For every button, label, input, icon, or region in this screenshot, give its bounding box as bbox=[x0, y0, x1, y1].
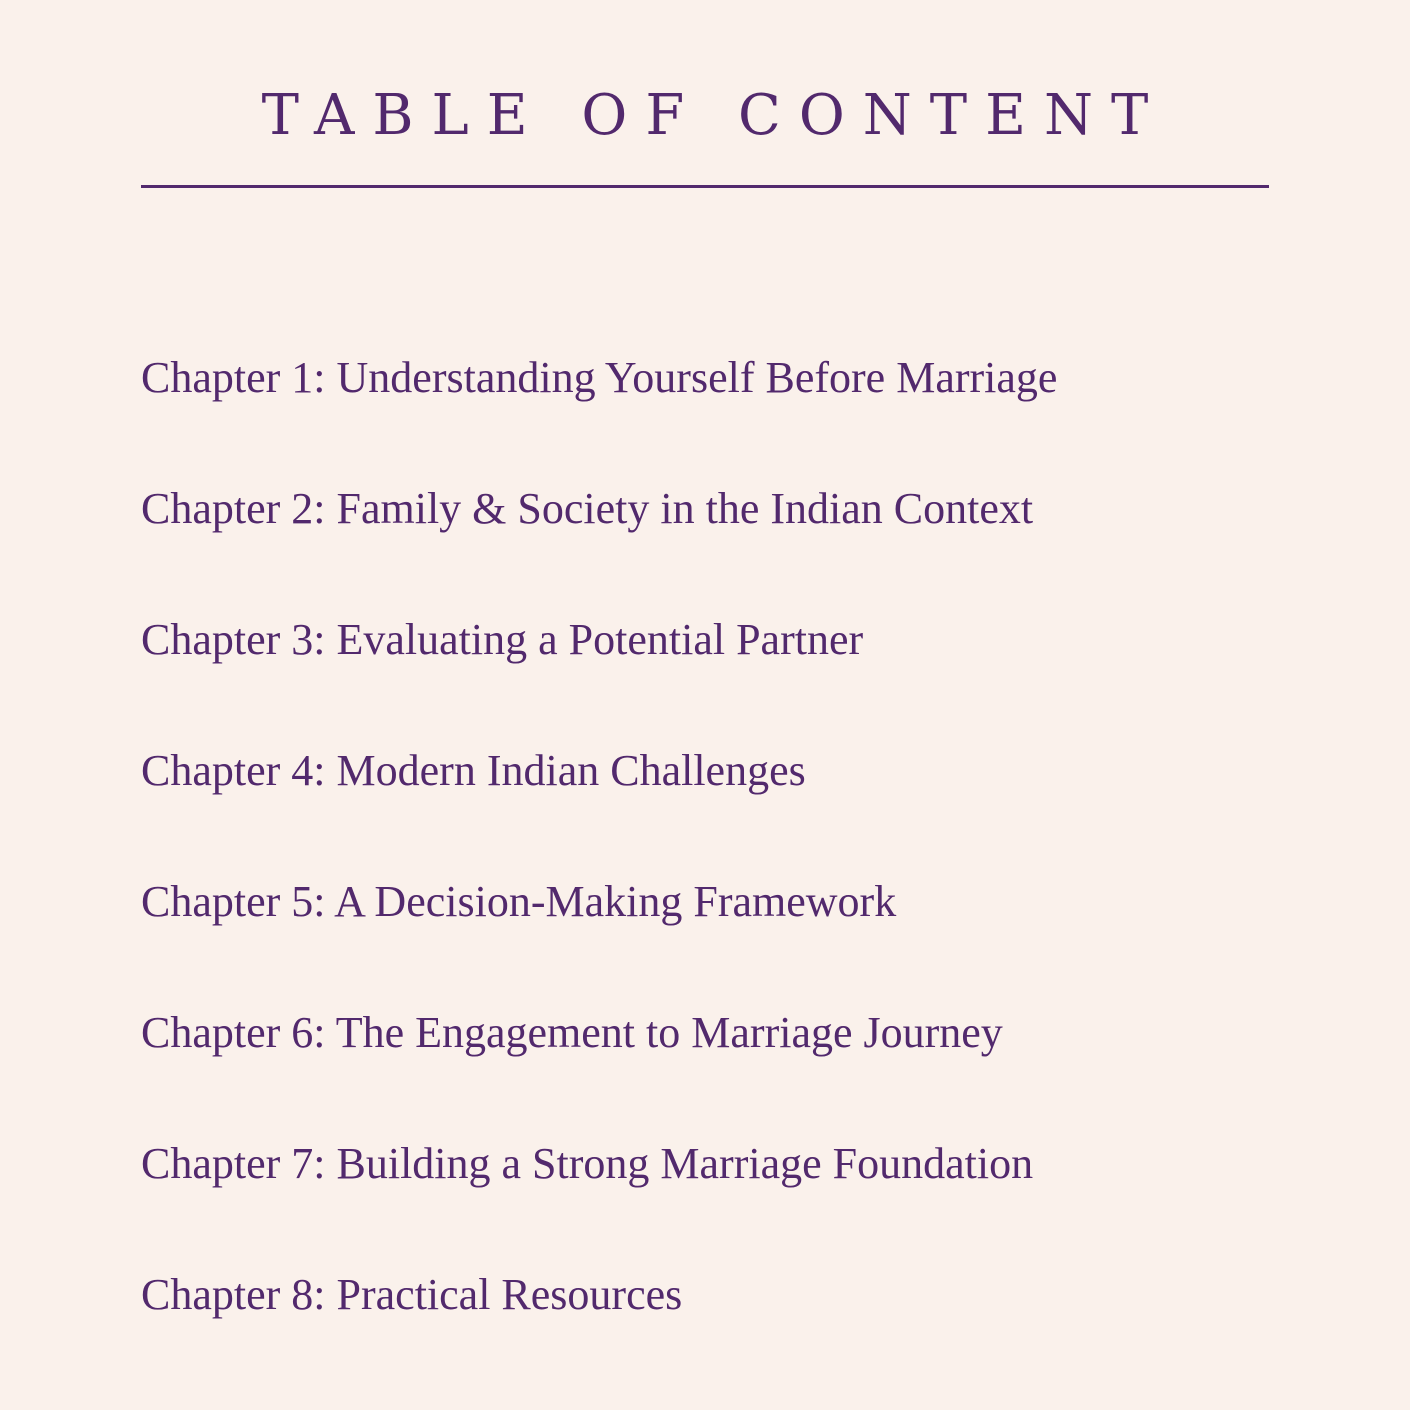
chapter-link-1[interactable]: Chapter 1: Understanding Yourself Before Marriage bbox=[141, 353, 1058, 402]
chapter-link-7[interactable]: Chapter 7: Building a Strong Marriage Foundation bbox=[141, 1139, 1034, 1188]
chapter-link-5[interactable]: Chapter 5: A Decision-Making Framework bbox=[141, 877, 897, 926]
chapter-link-4[interactable]: Chapter 4: Modern Indian Challenges bbox=[141, 746, 806, 795]
chapter-link-3[interactable]: Chapter 3: Evaluating a Potential Partner bbox=[141, 615, 864, 664]
title-divider bbox=[141, 185, 1269, 188]
page-title: TABLE OF CONTENT bbox=[261, 82, 1167, 148]
chapter-link-8[interactable]: Chapter 8: Practical Resources bbox=[141, 1270, 683, 1319]
chapter-list bbox=[141, 350, 1291, 1398]
chapter-link-6[interactable]: Chapter 6: The Engagement to Marriage Journey bbox=[141, 1008, 1003, 1057]
chapter-link-2[interactable]: Chapter 2: Family & Society in the Indian Context bbox=[141, 484, 1034, 533]
